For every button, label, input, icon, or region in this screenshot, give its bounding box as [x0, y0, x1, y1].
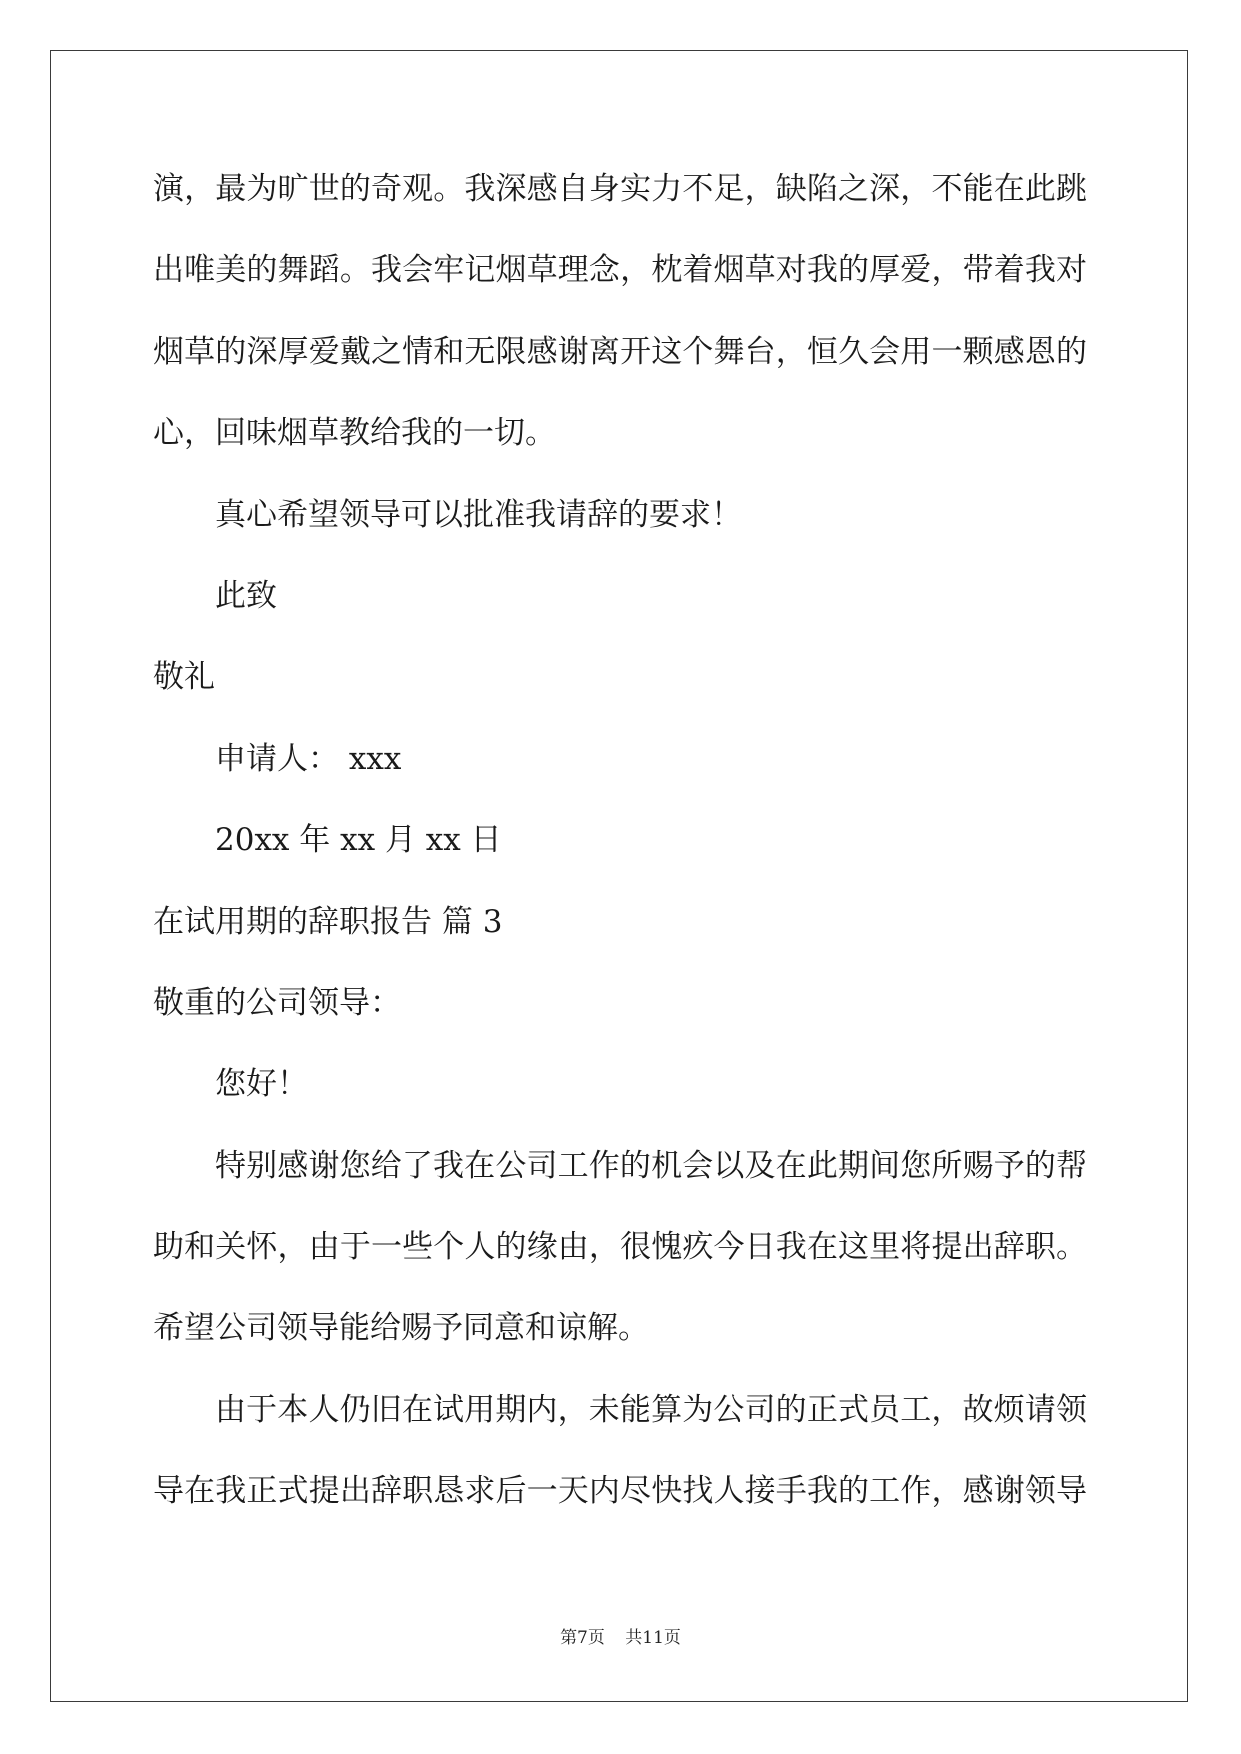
document-body — [153, 149, 1087, 1533]
date-line: 20xx 年 xx 月 xx 日 — [215, 822, 502, 859]
page-total: 共11页 — [625, 1628, 681, 1648]
page-footer — [0, 1626, 1241, 1650]
closing-request: 真心希望领导可以批准我请辞的要求！ — [215, 496, 742, 533]
salutation-cizhi: 此致 — [215, 577, 277, 614]
page-number: 第7页 — [560, 1628, 605, 1648]
salutation-jingli: 敬礼 — [153, 659, 215, 696]
text-line: 特别感谢您给了我在公司工作的机会以及在此期间您所赐予的帮 — [215, 1147, 1087, 1184]
text-line: 心，回味烟草教给我的一切。 — [153, 415, 556, 452]
section-heading: 在试用期的辞职报告 篇 3 — [153, 903, 503, 940]
text-line: 助和关怀，由于一些个人的缘由，很愧疚今日我在这里将提出辞职。 — [153, 1229, 1087, 1266]
text-line: 导在我正式提出辞职恳求后一天内尽快找人接手我的工作，感谢领导 — [153, 1473, 1087, 1510]
letter-hello: 您好！ — [215, 1066, 308, 1103]
text-line: 由于本人仍旧在试用期内，未能算为公司的正式员工，故烦请领 — [215, 1391, 1087, 1428]
text-line: 演，最为旷世的奇观。我深感自身实力不足，缺陷之深，不能在此跳 — [153, 171, 1087, 207]
text-line: 出唯美的舞蹈。我会牢记烟草理念，枕着烟草对我的厚爱，带着我对 — [153, 252, 1087, 289]
letter-greeting: 敬重的公司领导： — [153, 984, 401, 1021]
text-line: 希望公司领导能给赐予同意和谅解。 — [153, 1310, 649, 1347]
text-line: 烟草的深厚爱戴之情和无限感谢离开这个舞台，恒久会用一颗感恩的 — [153, 333, 1087, 370]
applicant-line: 申请人： xxx — [215, 740, 402, 777]
